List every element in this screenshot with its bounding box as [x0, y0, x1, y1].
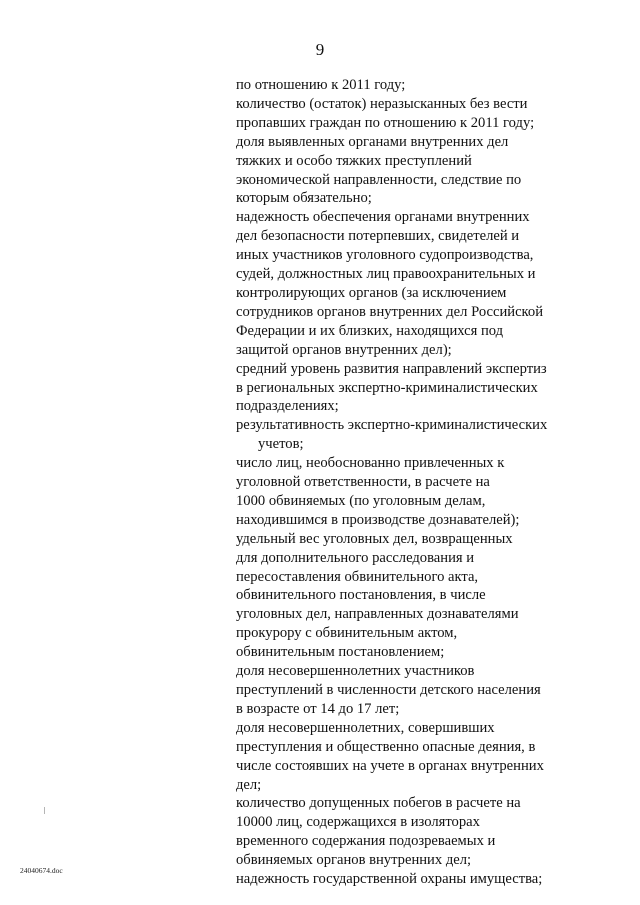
text-line: контролирующих органов (за исключением: [236, 284, 507, 301]
text-line: преступлений в численности детского населения: [236, 682, 541, 698]
text-line: временного содержания подозреваемых и: [236, 833, 496, 850]
text-line: уголовной ответственности, в расчете на: [236, 474, 490, 491]
text-line: по отношению к 2011 году;: [236, 77, 406, 93]
text-line: надежность обеспечения органами внутренних: [236, 209, 530, 226]
text-line: пересоставления обвинительного акта,: [236, 568, 479, 585]
text-line: для дополнительного расследования и: [236, 549, 475, 566]
text-line: в региональных экспертно-криминалистических: [236, 379, 538, 396]
text-line: средний уровень развития направлений экспертиз: [236, 360, 547, 377]
document-body: [236, 76, 566, 889]
text-line: защитой органов внутренних дел);: [236, 341, 452, 358]
text-line: обвинительного постановления, в числе: [236, 587, 486, 604]
page-number: 9: [315, 40, 325, 59]
text-line: прокурору с обвинительным актом,: [236, 625, 458, 642]
text-line: 10000 лиц, содержащихся в изоляторах: [236, 814, 480, 831]
text-line: экономической направленности, следствие по: [236, 171, 522, 188]
text-line: количество (остаток) неразысканных без вести: [236, 95, 528, 112]
text-line: доля несовершеннолетних участников: [236, 663, 475, 680]
text-line: преступления и общественно опасные деяния, в: [236, 738, 536, 755]
text-line: Федерации и их близких, находящихся под: [236, 322, 504, 339]
text-line: дел безопасности потерпевших, свидетелей и: [236, 228, 520, 245]
text-line: подразделениях;: [236, 398, 339, 415]
text-line: которым обязательно;: [236, 190, 372, 207]
footer-filename: 24040674.doc: [20, 866, 63, 875]
text-line: сотрудников органов внутренних дел Российской: [236, 303, 544, 320]
text-line: дел;: [236, 776, 262, 793]
text-line: количество допущенных побегов в расчете на: [236, 795, 521, 812]
text-line: иных участников уголовного судопроизводства,: [236, 247, 534, 264]
text-line: 1000 обвиняемых (по уголовным делам,: [236, 492, 486, 509]
text-line: пропавших граждан по отношению к 2011 году;: [236, 114, 535, 131]
text-line: уголовных дел, направленных дознавателями: [236, 606, 519, 623]
text-line: находившимся в производстве дознавателей);: [236, 511, 520, 528]
text-line: число лиц, необоснованно привлеченных к: [236, 455, 505, 472]
text-line: судей, должностных лиц правоохранительных и: [236, 266, 536, 283]
text-line: результативность экспертно-криминалистических: [236, 417, 548, 434]
text-line: в возрасте от 14 до 17 лет;: [236, 700, 400, 717]
text-line: надежность государственной охраны имущества;: [236, 871, 543, 888]
text-line: тяжких и особо тяжких преступлений: [236, 152, 472, 169]
text-line: числе состоявших на учете в органах внутренних: [236, 757, 544, 774]
margin-mark: [44, 807, 45, 814]
text-line: учетов;: [258, 436, 304, 453]
text-line: доля несовершеннолетних, совершивших: [236, 719, 495, 736]
text-line: доля выявленных органами внутренних дел: [236, 133, 509, 150]
text-line: обвиняемых органов внутренних дел;: [236, 852, 472, 869]
text-line: обвинительным постановлением;: [236, 644, 445, 661]
text-line: удельный вес уголовных дел, возвращенных: [236, 530, 513, 547]
